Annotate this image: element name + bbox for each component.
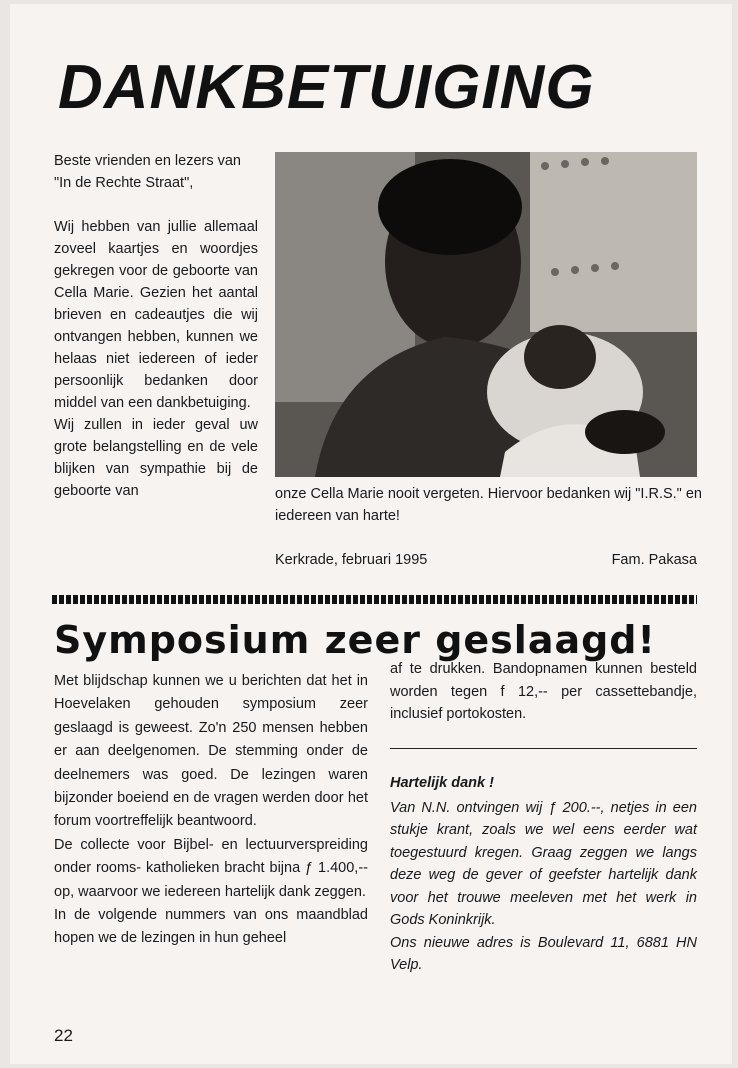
- horizontal-rule: [390, 748, 697, 749]
- article-left-column: [54, 150, 258, 502]
- thanks-heading: Hartelijk dank !: [390, 775, 494, 791]
- page-number: 22: [54, 1026, 73, 1045]
- symposium-column-left: [54, 670, 368, 951]
- article-title-dankbetuiging: DANKBETUIGING: [58, 53, 595, 122]
- body-paragraph: af te drukken. Bandopnamen kunnen besteld worden tegen f 12,-- per cassettebandje, inclusief portokosten.: [390, 661, 697, 722]
- family-photo: [275, 152, 697, 477]
- body-paragraph: De collecte voor Bijbel- en lectuurverspreiding onder rooms- katholieken bracht bijna ƒ 1.400,-- op, waarvoor we iedereen hartelijk dank zeggen.: [54, 836, 368, 900]
- body-paragraph: In de volgende nummers van ons maandblad hopen we de lezingen in hun geheel: [54, 907, 368, 947]
- magazine-page: [10, 4, 732, 1064]
- place-date: Kerkrade, februari 1995: [275, 552, 428, 568]
- article-title-symposium: Symposium zeer geslaagd!: [54, 618, 656, 662]
- greeting-text: Beste vrienden en lezers van "In de Rechte Straat",: [54, 153, 241, 191]
- signoff-line: [275, 552, 697, 568]
- body-paragraph: Wij hebben van jullie allemaal zoveel kaartjes en woordjes gekregen voor de geboorte van Cella Marie. Gezien het aantal brieven en cadeautjes die wij ontvangen hebben, kunnen we helaas niet iedereen of ieder persoonlijk bedanken door middel van een dankbetuiging.: [54, 219, 258, 411]
- body-paragraph: Wij zullen in ieder geval uw grote belangstelling en de vele blijken van sympathie bij de geboorte van: [54, 417, 258, 499]
- body-paragraph: Van N.N. ontvingen wij ƒ 200.--, netjes in een stukje krant, zoals we wel eens eerder wat toegestuurd kregen. Graag zeggen we langs deze weg de gever of geefster hartelijk dank voor het trouwe meeleven met het werk in Gods Koninkrijk.: [390, 799, 697, 928]
- body-paragraph: Met blijdschap kunnen we u berichten dat het in Hoevelaken gehouden symposium zeer geslaagd is geweest. Zo'n 250 mensen hebben er aan deelgenomen. De stemming onder de deelnemers was goed. De lezingen waren bijzonder boeiend en de vragen werden door het forum voortreffelijk beantwoord.: [54, 673, 368, 830]
- symposium-column-right: [390, 658, 697, 726]
- photo-caption: [275, 483, 705, 527]
- body-paragraph: Ons nieuwe adres is Boulevard 11, 6881 HN Velp.: [390, 934, 697, 973]
- thanks-section: [390, 772, 697, 977]
- caption-text: onze Cella Marie nooit vergeten. Hiervoor bedanken wij "I.R.S." en iedereen van harte!: [275, 486, 702, 524]
- signature: Fam. Pakasa: [611, 552, 697, 568]
- dashed-divider: [52, 595, 697, 604]
